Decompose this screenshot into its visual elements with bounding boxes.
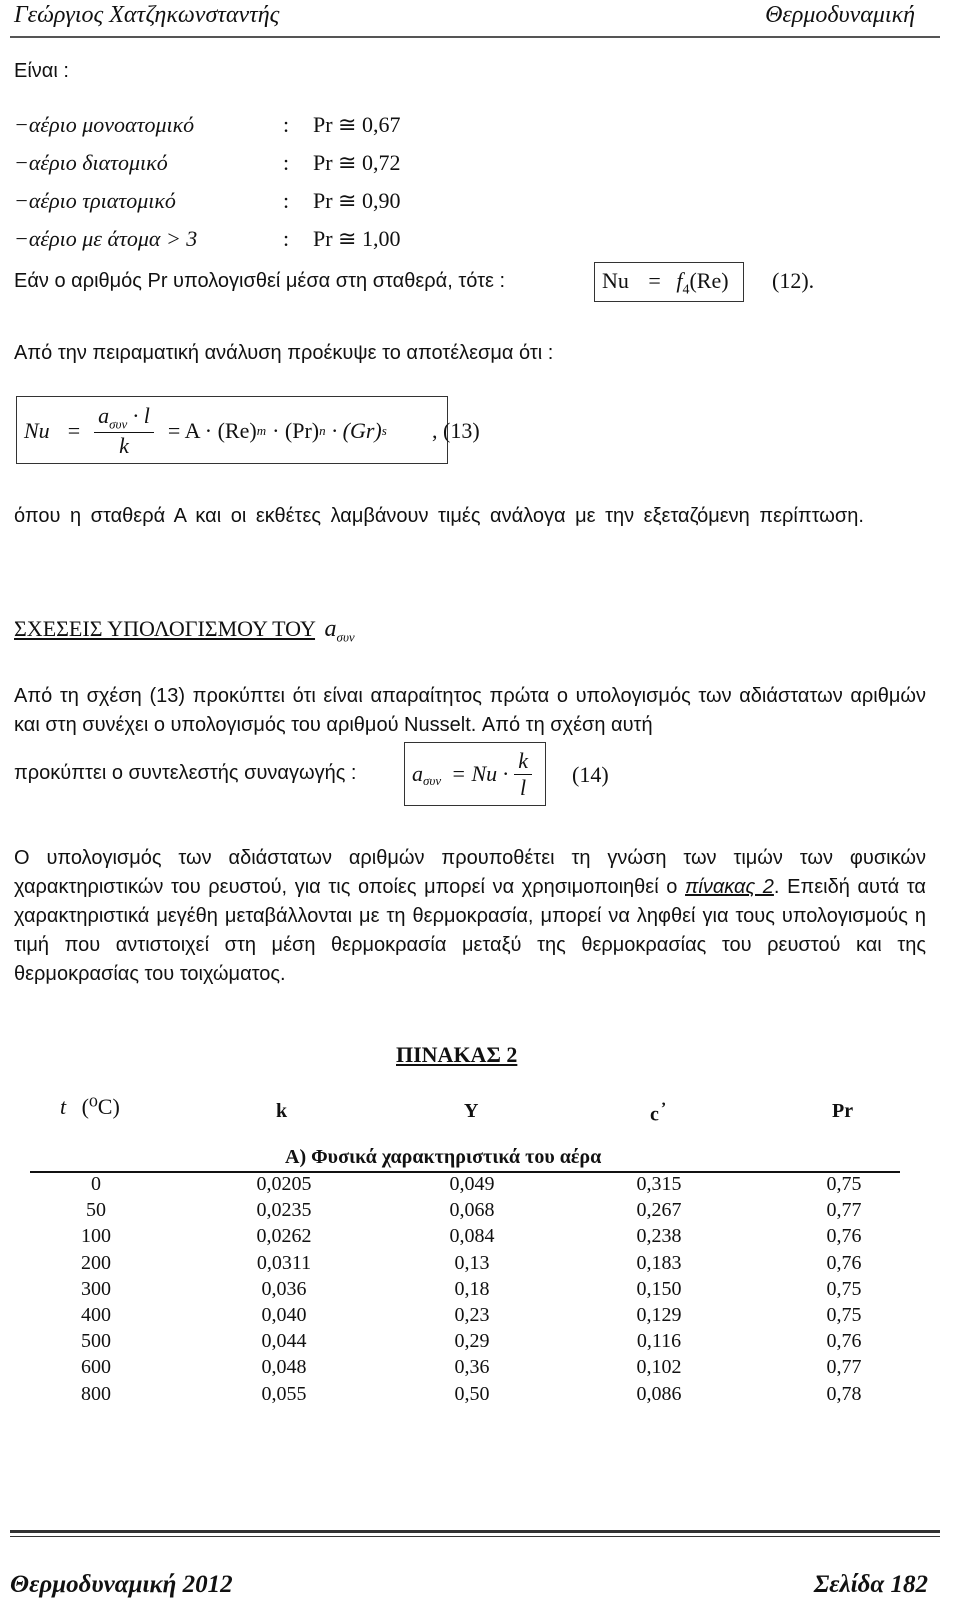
footer-right: Σελίδα 182 <box>813 1571 928 1598</box>
eq12-equals: = <box>648 268 661 293</box>
table-cell: 0 <box>91 1173 101 1195</box>
table-cell: 0,183 <box>636 1251 682 1274</box>
table-row <box>0 1173 960 1199</box>
table-cell: 0,129 <box>636 1304 682 1326</box>
table-cell: 0,055 <box>261 1382 307 1405</box>
eq13-label: , (13) <box>432 418 480 443</box>
table-cell: 0,0262 <box>256 1225 312 1248</box>
gas-sep: : <box>283 226 290 251</box>
eq14-fraction <box>514 748 532 801</box>
table-cell: 0,102 <box>636 1356 682 1379</box>
eq13-lhs: Nu <box>24 418 50 443</box>
column-header-t <box>60 1094 120 1120</box>
eq14-num: k <box>518 747 528 773</box>
column-header-k: k <box>276 1100 288 1122</box>
paragraph-1: Από τη σχέση (13) προκύπτει ότι είναι απαραίτητος πρώτα ο υπολογισμός των αδιάστατων αριθμών και στη συνέχει ο υπολογισμός του αριθμού Nusselt. Από τη σχέση αυτή <box>14 685 926 736</box>
eq13-num-rest: · l <box>132 402 150 428</box>
eq13-exp-m: m <box>256 423 267 438</box>
table-cell: 0,049 <box>449 1173 495 1195</box>
footer-rule-thin <box>10 1536 940 1537</box>
eq13-exp-n: n <box>319 423 326 438</box>
eq12-formula <box>602 268 729 298</box>
header-c-symbol: c <box>650 1103 659 1126</box>
table-cell: 0,13 <box>454 1251 490 1274</box>
table-cell: 0,036 <box>261 1277 307 1300</box>
gas-value: Pr ≅ 0,72 <box>313 150 401 175</box>
gas-name: −αέριο μονοατομικό <box>14 112 195 137</box>
table-cell: 0,36 <box>454 1356 490 1379</box>
gas-sep: : <box>283 150 290 175</box>
section-symbol: a <box>324 616 337 642</box>
table-cell: 800 <box>81 1382 111 1405</box>
table-cell: 0,086 <box>636 1382 682 1405</box>
table-cell: 400 <box>81 1304 111 1326</box>
gas-list <box>0 112 960 251</box>
gas-value: Pr ≅ 0,90 <box>313 188 401 213</box>
table-cell: 0,150 <box>636 1277 682 1300</box>
section-title: ΣΧΕΣΕΙΣ ΥΠΟΛΟΓΙΣΜΟΥ ΤΟΥ <box>14 616 316 641</box>
table-cell: 0,75 <box>826 1277 862 1300</box>
header-rule <box>10 36 940 38</box>
table-cell: 0,75 <box>826 1173 862 1195</box>
gas-name: −αέριο τριατομικό <box>14 188 176 213</box>
eq14-label: (14) <box>572 762 609 787</box>
table-title: ΠΙΝΑΚΑΣ 2 <box>396 1042 518 1067</box>
eq12-label: (12). <box>772 268 815 293</box>
header-t-unit: (⁰C) <box>81 1094 120 1119</box>
eq12-text: Εάν ο αριθμός Pr υπολογισθεί μέσα στη σταθερά, τότε : <box>14 270 505 292</box>
table-cell: 0,068 <box>449 1199 495 1222</box>
footer-left: Θερμοδυναμική 2012 <box>10 1571 233 1598</box>
table-row <box>0 1330 960 1356</box>
gas-row <box>0 112 960 144</box>
eq14-den: l <box>520 774 527 800</box>
eq13-den: k <box>119 433 129 459</box>
column-header-pr: Pr <box>832 1100 854 1122</box>
header-author: Γεώργιος Χατζηκωνσταντής <box>14 2 280 28</box>
column-header-y: Y <box>464 1100 479 1122</box>
eq13-gr: · (Gr) <box>331 418 382 443</box>
table-cell: 0,75 <box>826 1304 862 1326</box>
table-cell: 0,77 <box>826 1356 862 1379</box>
table-cell: 50 <box>86 1199 106 1222</box>
table-cell: 0,315 <box>636 1173 682 1195</box>
header-subject: Θερμοδυναμική <box>765 2 915 28</box>
table-row <box>0 1383 960 1409</box>
eq13-num-sub: συν <box>109 416 128 432</box>
eq13-intro: Από την πειραματική ανάλυση προέκυψε το αποτέλεσμα ότι : <box>14 342 554 364</box>
table-row <box>0 1225 960 1251</box>
table-cell: 600 <box>81 1356 111 1379</box>
table-cell: 0,18 <box>454 1277 490 1300</box>
eq12-lhs: Nu <box>602 268 629 293</box>
gas-sep: : <box>283 112 290 137</box>
footer-rule-thick <box>10 1530 940 1533</box>
gas-name: −αέριο με άτομα > 3 <box>14 226 198 251</box>
gas-row <box>0 150 960 182</box>
table-cell: 0,0311 <box>256 1251 312 1274</box>
table-cell: 0,50 <box>454 1382 490 1405</box>
eq14-text: προκύπτει ο συντελεστής συναγωγής : <box>14 762 357 784</box>
table-row <box>0 1252 960 1278</box>
eq13-formula: Nu = $\frac{a_{\sigma\upsilon\nu} \cdot l}{k}$ = A · (Re) m · (Pr) n · (Gr) s <box>24 402 387 459</box>
eq12-sub: 4 <box>682 282 690 298</box>
eq14-rhs: = Nu · <box>451 761 509 786</box>
table-group-heading: Α) Φυσικά χαρακτηριστικά του αέρα <box>285 1146 602 1168</box>
table-row <box>0 1278 960 1304</box>
table-cell: 0,0235 <box>256 1199 312 1222</box>
section-heading <box>14 616 355 645</box>
table-cell: 500 <box>81 1330 111 1353</box>
eq14-formula <box>412 744 532 804</box>
table-cell: 0,0205 <box>256 1173 312 1195</box>
table-cell: 0,267 <box>636 1199 682 1222</box>
eq14-lhs: a <box>412 761 423 786</box>
table-cell: 0,084 <box>449 1225 495 1248</box>
table-cell: 0,040 <box>261 1304 307 1326</box>
gas-name: −αέριο διατομικό <box>14 150 168 175</box>
table-cell: 0,044 <box>261 1330 307 1353</box>
table-cell: 0,116 <box>636 1330 682 1353</box>
table-cell: 0,76 <box>826 1251 862 1274</box>
table-cell: 0,238 <box>636 1225 682 1248</box>
table-row <box>0 1356 960 1382</box>
eq13-pr: · (Pr) <box>272 418 320 443</box>
paragraph-2-part-a: Ο υπολογισμός των αδιάστατων αριθμών προυποθέτει τη γνώση των τιμών των φυσικών χαρακτηριστικών του ρευστού, για τις οποίες μπορεί να χρησιμοποιηθεί ο <box>14 847 926 898</box>
paragraph-2 <box>14 844 926 989</box>
table-row <box>0 1304 960 1330</box>
table-cell: 0,78 <box>826 1382 862 1405</box>
table-cell: 0,048 <box>261 1356 307 1379</box>
table-cell: 0,29 <box>454 1330 490 1353</box>
gas-row <box>0 188 960 220</box>
intro-label: Είναι : <box>14 60 69 82</box>
table-cell: 300 <box>81 1277 111 1300</box>
column-header-c <box>650 1100 666 1127</box>
eq14-lhs-sub: συν <box>423 773 442 788</box>
table-row <box>0 1199 960 1225</box>
section-symbol-sub: συν <box>336 629 355 645</box>
table-cell: 0,23 <box>454 1304 490 1326</box>
table-cell: 100 <box>81 1225 111 1248</box>
table-cell: 0,77 <box>826 1199 862 1222</box>
eq12-arg: (Re) <box>689 268 729 293</box>
table-cell: 0,76 <box>826 1330 862 1353</box>
eq13-fraction <box>94 403 154 459</box>
header-t-symbol: t <box>60 1094 67 1119</box>
note-paragraph: όπου η σταθερά Α και οι εκθέτες λαμβάνουν τιμές ανάλογα με την εξεταζόμενη περίπτωση. <box>14 505 864 527</box>
eq12-f: f <box>676 268 683 293</box>
gas-row <box>0 226 960 258</box>
gas-value: Pr ≅ 1,00 <box>313 226 401 251</box>
gas-sep: : <box>283 188 290 213</box>
header-c-mark: ’ <box>660 1100 667 1117</box>
eq13-num: a <box>98 402 110 428</box>
paragraph-2-part-b: . Επειδή αυτά τα χαρακτηριστικά μεγέθη μεταβάλλονται με τη θερμοκρασία, μπορεί να ληφθεί για τους υπολογισμούς η τιμή που αντιστοιχεί στη μέση θερμοκρασία μεταξύ της θερμοκρασίας του ρευστού και της θερμοκρασίας του τοιχώματος. <box>14 876 926 985</box>
table-reference: πίνακας 2 <box>685 876 774 898</box>
eq13-exp-s: s <box>381 423 387 438</box>
table-cell: 0,76 <box>826 1225 862 1248</box>
eq13-rhs: = A · (Re) <box>167 418 257 443</box>
gas-value: Pr ≅ 0,67 <box>313 112 401 137</box>
table-cell: 200 <box>81 1251 111 1274</box>
